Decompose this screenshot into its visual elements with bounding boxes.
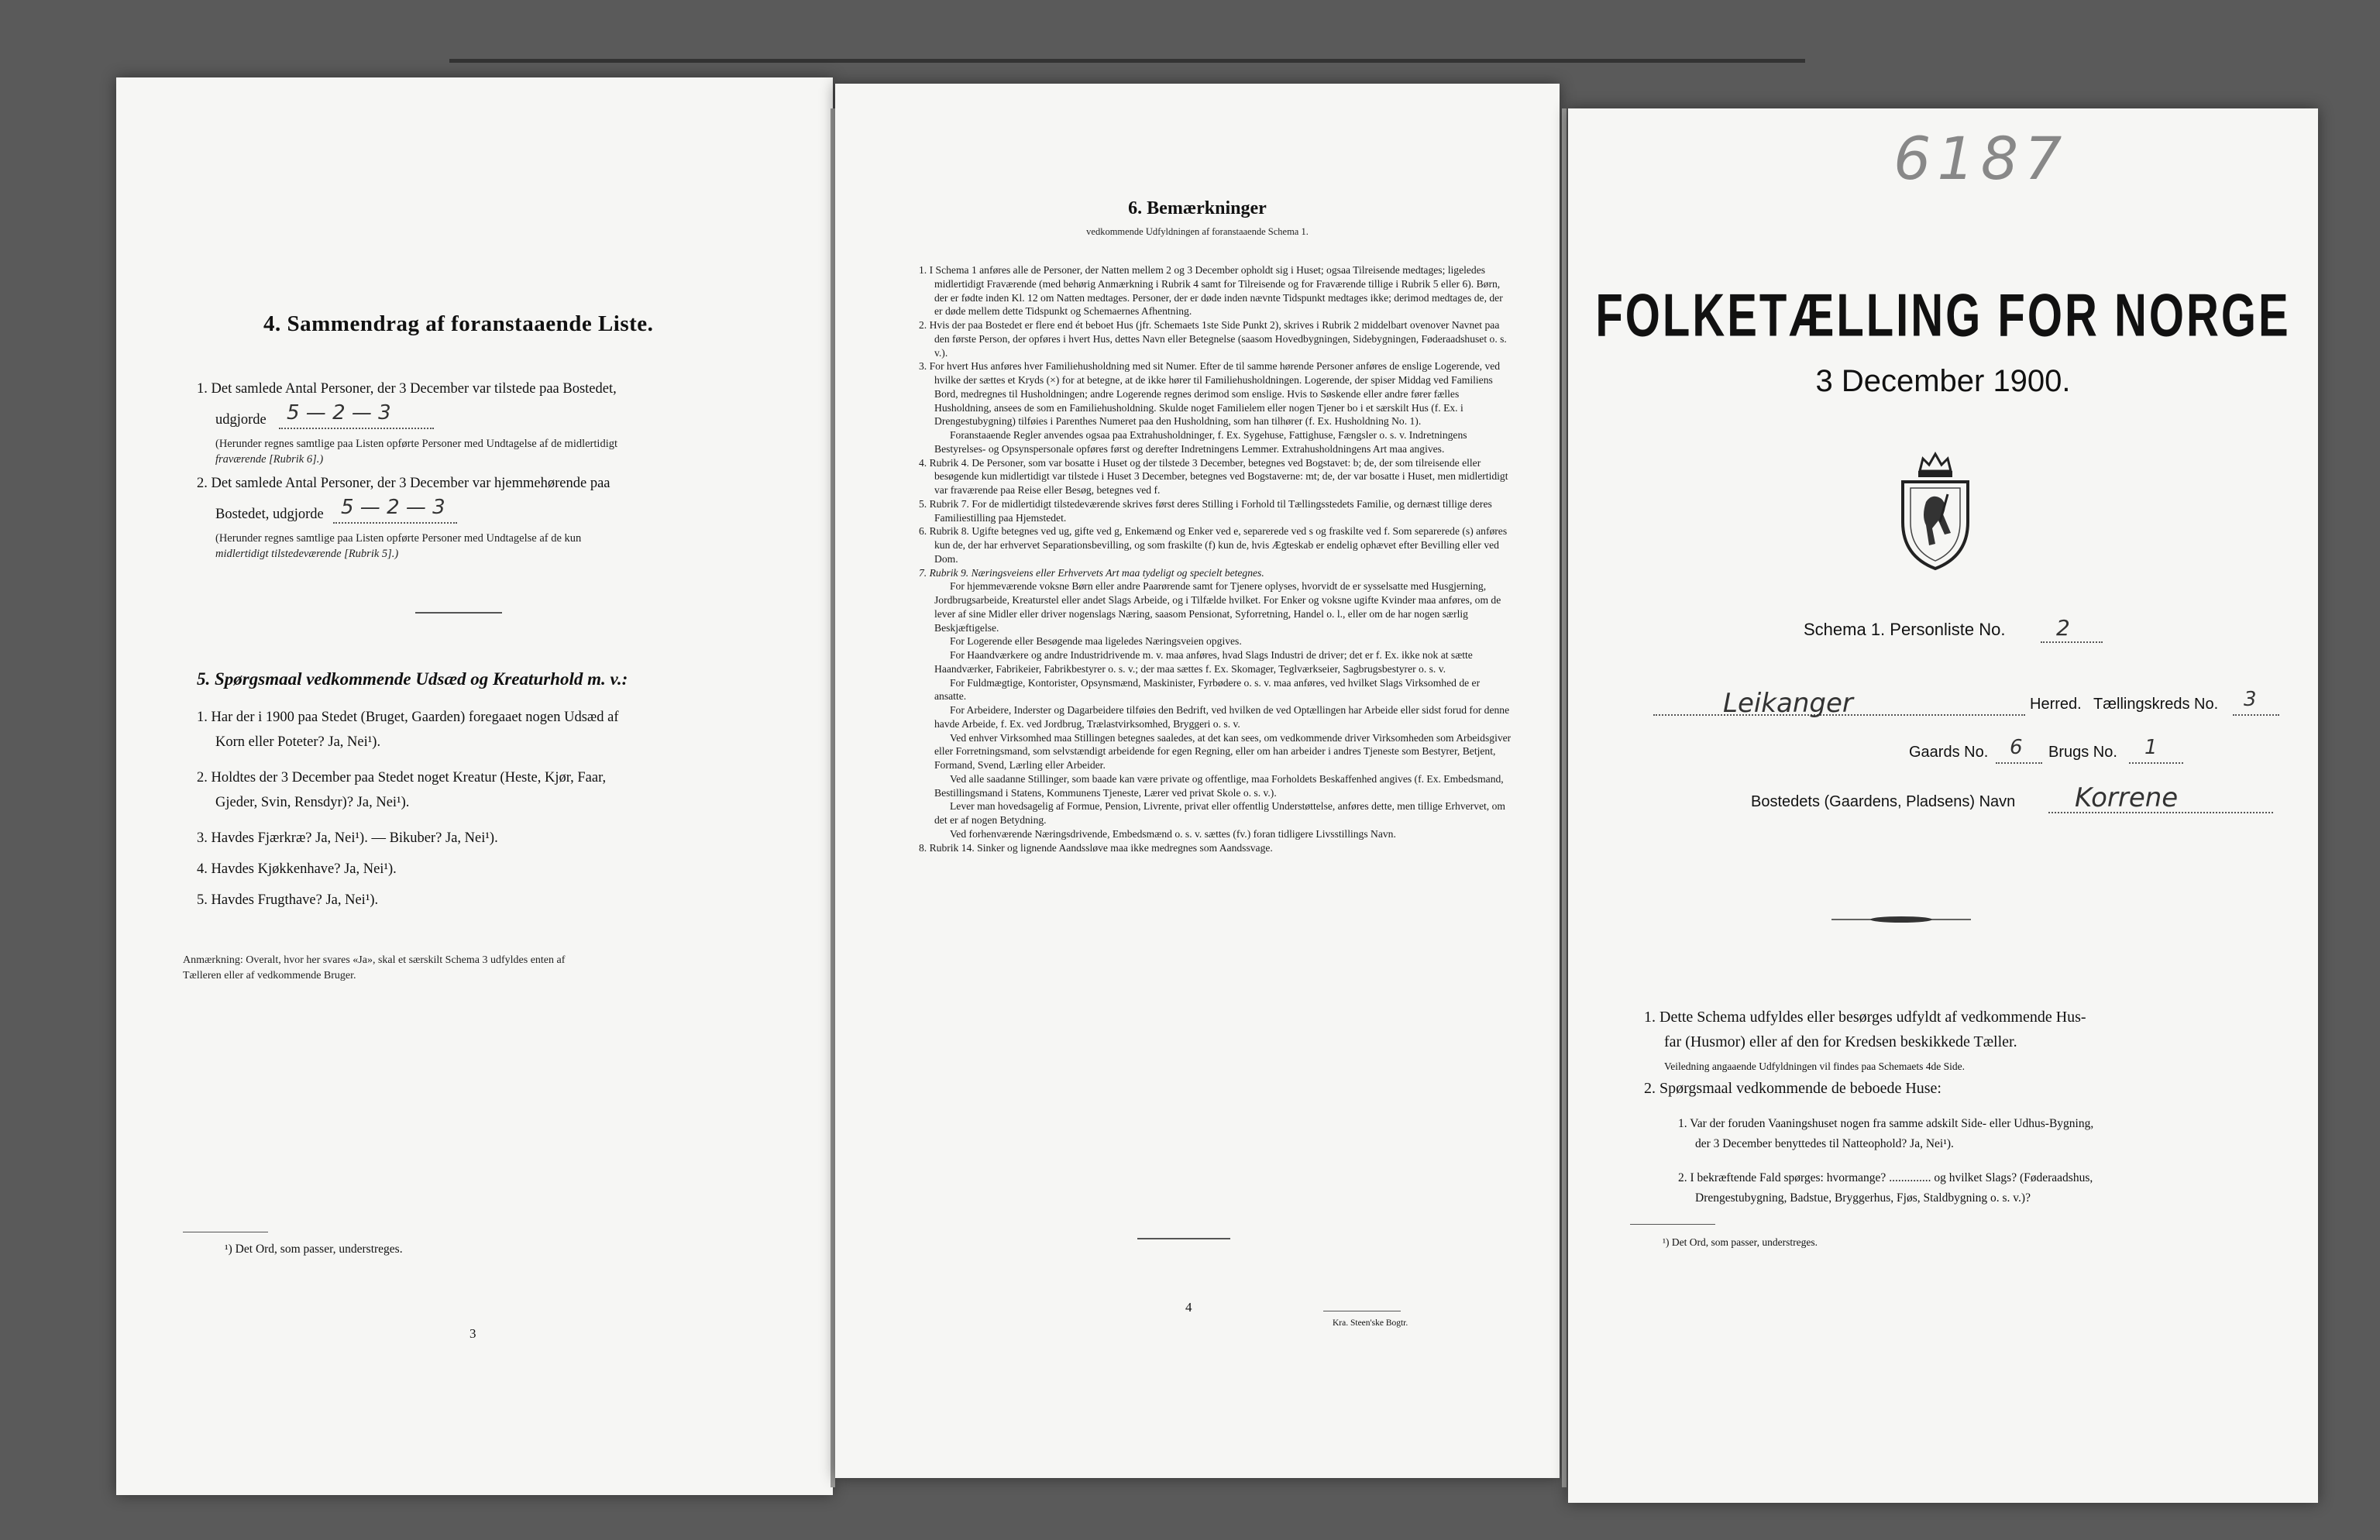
s5-q2b: Gjeder, Svin, Rensdyr)? Ja, Nei¹). [215, 795, 410, 810]
s5-q4: 4. Havdes Kjøkkenhave? Ja, Nei¹). [197, 861, 397, 877]
q2-handwritten: 5 — 2 — 3 [341, 496, 445, 519]
remark-3-extra: Foranstaaende Regler anvendes ogsaa paa Extrahusholdninger, f. Ex. Sygehuse, Fattighuse, Fængsler o. s. v. Indretningens Bestyrelses- og Opsynspersonale opføres først og derefter Indretningens Lemmer. Extrahusholdningens Art maa angives. [934, 429, 1467, 455]
separator [415, 612, 502, 614]
remark-line1: Anmærkning: Overalt, hvor her svares «Ja», skal et særskilt Schema 3 udfyldes enten af [183, 954, 566, 966]
instruction-2-1a: 1. Var der foruden Vaaningshuset nogen fra samme adskilt Side- eller Udhus-Bygning, [1678, 1117, 2094, 1130]
s5-q3: 3. Havdes Fjærkræ? Ja, Nei¹). — Bikuber? Ja, Nei¹). [197, 830, 498, 846]
herred-label: Herred. [2030, 696, 2082, 713]
catalog-number: 6187 [1893, 124, 2069, 193]
remark-7e: For Arbeidere, Inderster og Dagarbeidere tilføies den Bedrift, ved hvilken de ved Optællingen har Arbeide eller sidst forud for denne havde Arbeide, f. Ex. ved Jordbrug, Trælastvirksomhed, Bryggeri o. s. v. [934, 704, 1510, 730]
printer-imprint: Kra. Steen'ske Bogtr. [1333, 1318, 1408, 1328]
q2-line1: 2. Det samlede Antal Personer, der 3 December var hjemmehørende paa [197, 476, 610, 491]
bosted-label: Bostedets (Gaardens, Pladsens) Navn [1751, 793, 2016, 810]
s5-q1a: 1. Har der i 1900 paa Stedet (Bruget, Gaarden) foregaaet nogen Udsæd af [197, 710, 619, 725]
footnote: ¹) Det Ord, som passer, understreges. [1663, 1236, 1818, 1248]
s5-q5: 5. Havdes Frugthave? Ja, Nei¹). [197, 892, 379, 908]
q1-note2: fraværende [Rubrik 6].) [215, 453, 324, 466]
q2-line2: Bostedet, udgjorde [215, 507, 324, 522]
s5-q1b: Korn eller Poteter? Ja, Nei¹). [215, 734, 381, 750]
instruction-2-1b: der 3 December benyttedes til Natteophold? Ja, Nei¹). [1695, 1137, 1954, 1150]
q1-line2: udgjorde [215, 412, 267, 428]
brugs-label: Brugs No. [2048, 744, 2117, 761]
remark-7a: For hjemmeværende voksne Børn eller andre Paarørende samt for Tjenere oplyses, hvorvidt de er sysselsatte med Husgjerning, Jordbrugsarbeide, Kreaturstel eller andet Slags Arbeide, og i Tilfælde hvilket. For Enker og voksne ugifte Kvinder maa anføres, om de lever af sine Midler eller driver nogenslags Næring, saasom Pensionat, Syforretning, Handel o. l., eller om de har nogen særlig Beskjæftigelse. [934, 580, 1501, 634]
remark-7d: For Fuldmægtige, Kontorister, Opsynsmænd, Maskinister, Fyrbødere o. s. v. maa anføres, ved hvilket Slags Virksomhed de er ansatte. [934, 676, 1481, 703]
schema-no-dots [2041, 641, 2103, 643]
page-right [1568, 108, 2318, 1503]
remark-4: 4. Rubrik 4. De Personer, som var bosatte i Huset og der tilstede 3 December, betegnes ved Bogstavet: b; de, der som tilreisende eller besøgende kun midlertidigt var tilstede i Huset 3 December, betegnes ved Bogstaverne: mt; de, der var bosatte i Huset, men midlertidigt var fraværende paa Reise eller Besøg, betegnes ved f. [919, 456, 1508, 496]
remarks-title: 6. Bemærkninger [1128, 198, 1267, 218]
brugs-handwritten: 1 [2144, 736, 2158, 759]
remarks-subtitle: vedkommende Udfyldningen af foranstaaende Schema 1. [1086, 226, 1309, 237]
census-title: FOLKETÆLLING FOR NORGE [1595, 281, 2291, 350]
gaards-label: Gaards No. [1909, 744, 1989, 761]
gaards-dots [1996, 762, 2042, 764]
remark-3: 3. For hvert Hus anføres hver Familiehusholdning med sit Numer. Efter de til samme hørende Personer anføres de enslige Logerende, ved hvilke der sættes et Kryds (×) for at betegne, at de ikke hører til Familiehusholdningen. Logerende, der spiser Middag ved Familiens Bord, medregnes til Husholdningen; andre Logerende regnes derimod som enslige. Hvis to Søskende eller andre fører fælles Husholdning, ansees de som en Familiehusholdning. Skulde noget Familielem eller nogen Tjener bo i et særskilt Hus (f. Ex. i Drengestubygning) tilføies i Parenthes Numeret paa den Husholdning, som han tilhører (f. Ex. Husholdning No. 1). [919, 360, 1501, 428]
page-middle [835, 84, 1560, 1478]
remark-line2: Tælleren eller af vedkommende Bruger. [183, 970, 356, 981]
instruction-2-2a: 2. I bekræftende Fald spørges: hvormange? .............. og hvilket Slags? (Føderaadshus, [1678, 1171, 2093, 1184]
instruction-2-2b: Drengestubygning, Badstue, Bryggerhus, Fjøs, Staldbygning o. s. v.)? [1695, 1191, 2031, 1205]
gaards-handwritten: 6 [2010, 736, 2023, 759]
ornament-rule-icon [1831, 914, 1971, 925]
footnote-rule [1630, 1224, 1715, 1225]
bosted-handwritten: Korrene [2075, 782, 2179, 813]
brugs-dots [2129, 762, 2183, 764]
section-5-title: 5. Spørgsmaal vedkommende Udsæd og Kreaturhold m. v.: [197, 669, 628, 689]
remark-6: 6. Rubrik 8. Ugifte betegnes ved ug, gifte ved g, Enkemænd og Enker ved e, separerede ved s og fraskilte ved f. Som separerede (s) anføres kun de, der har erhvervet Separationsbevilling, og som fraskilte (f) kun de, hvis Ægteskab er endelig ophævet efter Bevilling eller ved Dom. [919, 525, 1508, 565]
instruction-2: 2. Spørgsmaal vedkommende de beboede Huse: [1644, 1080, 1941, 1097]
coat-of-arms-icon [1889, 448, 1982, 572]
top-rule [449, 59, 1805, 63]
page-left [116, 77, 833, 1495]
remark-2: 2. Hvis der paa Bostedet er flere end ét beboet Hus (jfr. Schemaets 1ste Side Punkt 2), skrives i Rubrik 2 middelbart ovenover Navnet paa den første Person, der opføres i hvert Hus, dettes Navn eller Betegnelse (saasom Hovedbygningen, Sidebygningen, Føderaadshuset o. s. v.). [919, 319, 1507, 359]
instruction-1-line2: far (Husmor) eller af den for Kredsen beskikkede Tæller. [1664, 1033, 2017, 1050]
remarks-body [919, 263, 1512, 854]
remark-8: 8. Rubrik 14. Sinker og lignende Aandssløve maa ikke medregnes som Aandssvage. [919, 841, 1273, 854]
s5-q2a: 2. Holdtes der 3 December paa Stedet noget Kreatur (Heste, Kjør, Faar, [197, 770, 607, 785]
page-number: 4 [1185, 1300, 1192, 1315]
q1-line1: 1. Det samlede Antal Personer, der 3 December var tilstede paa Bostedet, [197, 381, 617, 397]
separator [1137, 1238, 1230, 1239]
schema-no-handwritten: 2 [2056, 615, 2070, 641]
remark-7: 7. Rubrik 9. Næringsveiens eller Erhvervets Art maa tydeligt og specielt betegnes. [919, 566, 1264, 579]
remark-7i: Ved forhenværende Næringsdrivende, Embedsmænd o. s. v. sættes (fv.) foran tidligere Livsstillings Navn. [950, 827, 1396, 840]
remark-7c: For Haandværkere og andre Industridrivende m. v. maa anføres, hvad Slags Industri de driver; det er f. Ex. ikke nok at sætte Haandværker, Fabrikeier, Fabrikbestyrer o. s. v.; der maa sættes f. Ex. Skomager, Teglværkseier, Sagbrugsbestyrer o. s. v. [934, 649, 1473, 675]
krets-label: Tællingskreds No. [2093, 696, 2219, 713]
krets-dots [2233, 714, 2279, 716]
footnote: ¹) Det Ord, som passer, understreges. [225, 1243, 403, 1256]
q1-dotted-line [279, 428, 434, 429]
q2-note2: midlertidigt tilstedeværende [Rubrik 5].) [215, 548, 399, 560]
remark-5: 5. Rubrik 7. For de midlertidigt tilstedeværende skrives først deres Stilling i Forhold til Tællingsstedets Familie, og dernæst tillige deres Familiestilling paa Hjemstedet. [919, 497, 1492, 524]
remark-7g: Ved alle saadanne Stillinger, som baade kan være private og offentlige, maa Forholdets Beskaffenhed angives (f. Ex. Embedsmand, Bestillingsmand i Statens, Kommunens Tjeneste, Lærer ved privat Skole o. s. v.). [934, 772, 1504, 799]
q1-handwritten: 5 — 2 — 3 [287, 401, 391, 425]
spine-right [1562, 108, 1567, 1487]
instruction-1-line1: 1. Dette Schema udfyldes eller besørges udfyldt af vedkommende Hus- [1644, 1009, 2086, 1026]
remark-1: 1. I Schema 1 anføres alle de Personer, der Natten mellem 2 og 3 December opholdt sig i Huset; ogsaa Tilreisende medtages; ligeledes midlertidigt Fraværende (med behørig Anmærkning i Rubrik 4 samt for Tilreisende og for Fraværende tillige i Rubrik 5 eller 6). Børn, der er fødte inden Kl. 12 om Natten medtages. Personer, der er døde inden nævnte Tidspunkt medtages ikke; derimod medtages de, der er døde mellem dette Tidspunkt og Schemaernes Afhentning. [919, 264, 1503, 318]
remark-7h: Lever man hovedsagelig af Formue, Pension, Livrente, privat eller offentlig Understøttelse, anføres dette, men tillige Erhvervet, om det er af nogen Betydning. [934, 800, 1505, 826]
instruction-1-note: Veiledning angaaende Udfyldningen vil findes paa Schemaets 4de Side. [1664, 1060, 1966, 1072]
remark-7b: For Logerende eller Besøgende maa ligeledes Næringsveien opgives. [950, 635, 1242, 648]
herred-handwritten: Leikanger [1723, 688, 1853, 719]
schema-label: Schema 1. Personliste No. [1804, 620, 2006, 639]
q1-note1: (Herunder regnes samtlige paa Listen opførte Personer med Undtagelse af de midlertidigt [215, 438, 618, 450]
krets-handwritten: 3 [2244, 688, 2257, 711]
remark-7f: Ved enhver Virksomhed maa Stillingen betegnes saaledes, at det kan sees, om vedkommende driver Virksomheden som Arbeidsgiver eller Forretningsmand, som selvstændigt arbeidende for egen Regning, eller om han arbeider i andres Tjeneste som Bestyrer, Betjent, Formand, Svend, Lærling eller Arbeider. [934, 731, 1512, 771]
q2-note1: (Herunder regnes samtlige paa Listen opførte Personer med Undtagelse af de kun [215, 532, 582, 545]
section-4-title: 4. Sammendrag af foranstaaende Liste. [263, 311, 654, 336]
census-date: 3 December 1900. [1815, 364, 2071, 398]
page-number: 3 [469, 1326, 476, 1341]
q2-dotted-line [333, 522, 457, 524]
